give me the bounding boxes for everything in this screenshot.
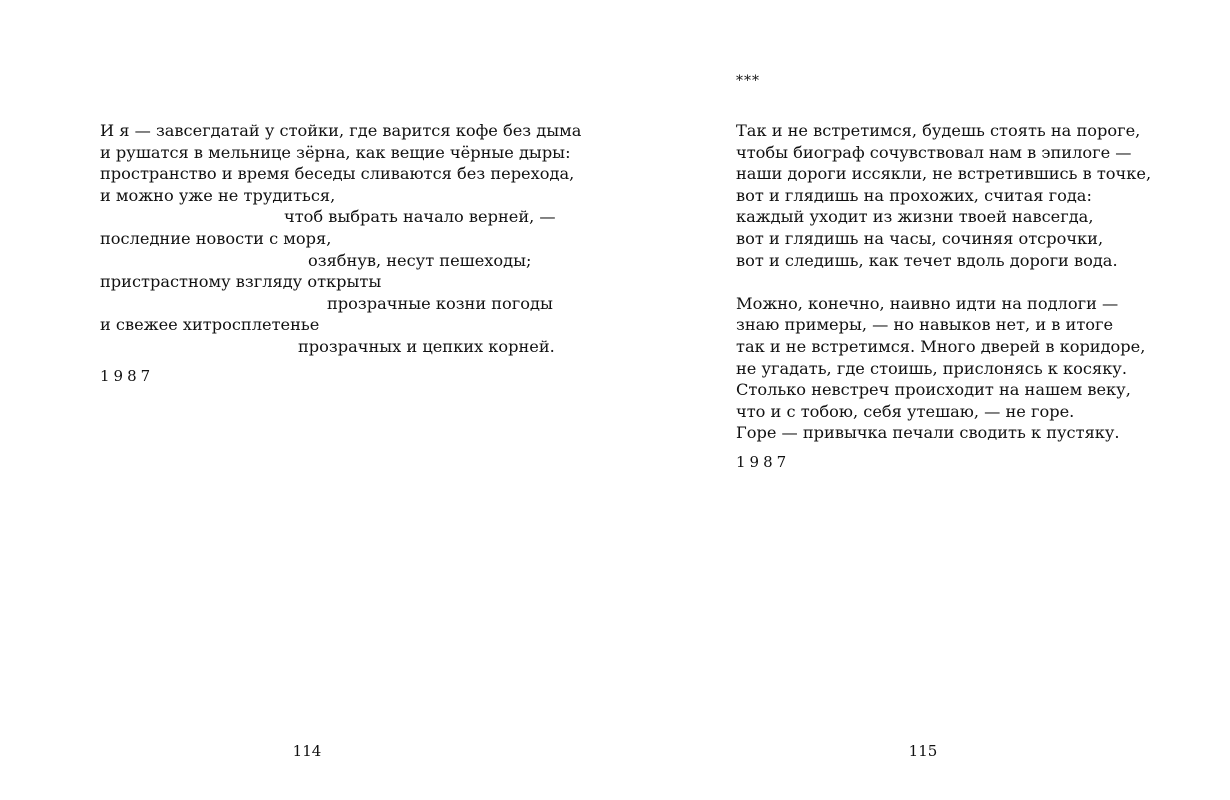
poem-line: Можно, конечно, наивно идти на подлоги — xyxy=(736,293,1119,313)
poem-line: так и не встретимся. Много дверей в коридоре, xyxy=(736,336,1146,356)
poem-line: чтоб выбрать начало верней, — xyxy=(284,207,556,227)
poem-line: последние новости с моря, xyxy=(100,228,332,248)
section-mark: *** xyxy=(736,73,760,89)
poem-line: не угадать, где стоишь, прислонясь к косяку. xyxy=(736,358,1127,378)
poem-right xyxy=(736,120,1152,473)
poem-year: 1987 xyxy=(736,452,791,471)
poem-line: Горе — привычка печали сводить к пустяку. xyxy=(736,423,1120,443)
poem-line: пространство и время беседы сливаются без перехода, xyxy=(100,164,575,184)
poem-line: пристрастному взгляду открыты xyxy=(100,272,382,292)
poem-line: прозрачных и цепких корней. xyxy=(298,336,555,356)
poem-line: И я — завсегдатай у стойки, где варится кофе без дыма xyxy=(100,121,582,140)
poem-line: и можно уже не трудиться, xyxy=(100,185,336,205)
poem-line: и свежее хитросплетенье xyxy=(100,315,320,335)
page-number: 114 xyxy=(292,742,322,760)
poem-line: Так и не встретимся, будешь стоять на пороге, xyxy=(736,121,1141,140)
poem-left xyxy=(100,120,582,387)
poem-year: 1987 xyxy=(100,366,155,385)
poem-line: озябнув, несут пешеходы; xyxy=(308,250,532,270)
poem-line: чтобы биограф сочувствовал нам в эпилоге — xyxy=(736,142,1132,162)
poem-line: вот и следишь, как течет вдоль дороги вода. xyxy=(736,250,1118,270)
poem-line: каждый уходит из жизни твоей навсегда, xyxy=(736,207,1094,227)
stanza-gap xyxy=(736,271,1136,293)
right-page xyxy=(615,0,1230,800)
poem-line: наши дороги иссякли, не встретившись в точке, xyxy=(736,164,1152,184)
page-number: 115 xyxy=(908,742,938,760)
poem-line: прозрачные козни погоды xyxy=(327,293,553,313)
poem-line: вот и глядишь на часы, сочиняя отсрочки, xyxy=(736,228,1104,248)
poem-line: что и с тобою, себя утешаю, — не горе. xyxy=(736,401,1075,421)
poem-line: знаю примеры, — но навыков нет, и в итоге xyxy=(736,315,1114,335)
poem-line: вот и глядишь на прохожих, считая года: xyxy=(736,185,1092,205)
poem-line: Столько невстреч происходит на нашем веку, xyxy=(736,380,1131,400)
poem-line: и рушатся в мельнице зёрна, как вещие чёрные дыры: xyxy=(100,142,571,162)
